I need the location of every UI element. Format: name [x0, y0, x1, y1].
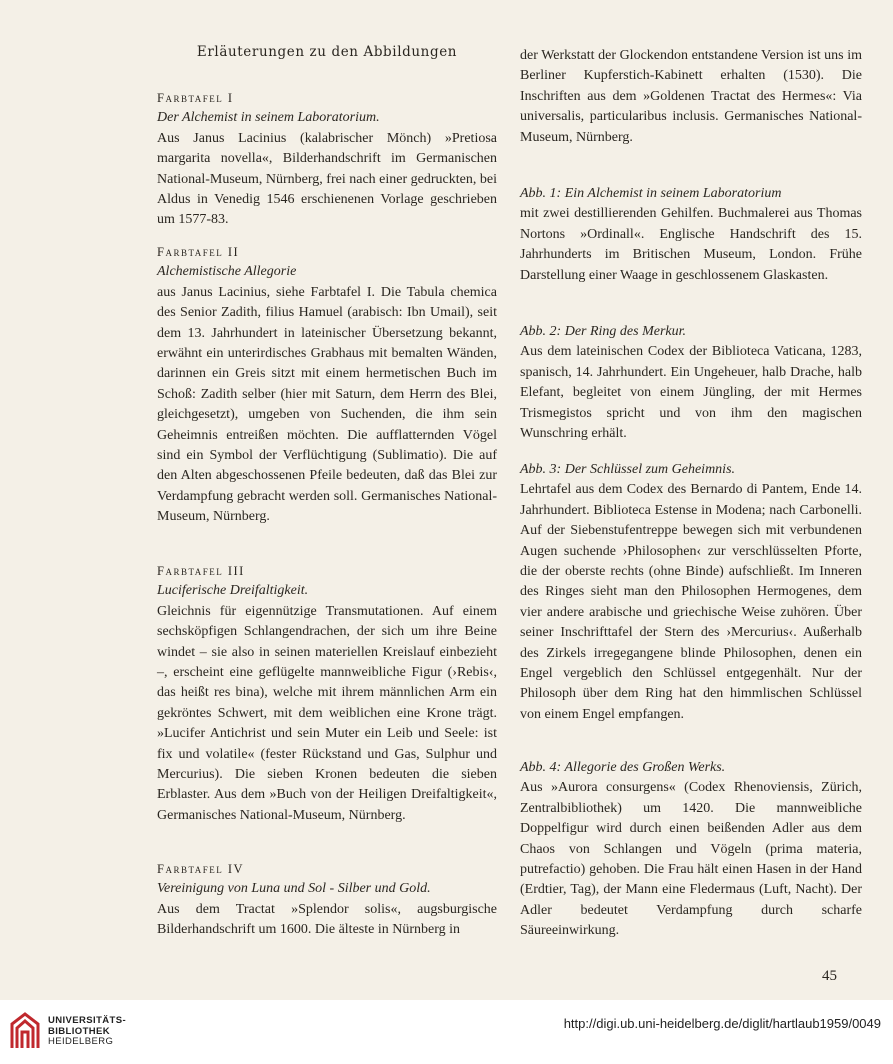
entry-farbtafel-4 — [157, 859, 497, 941]
page-number: 45 — [822, 968, 837, 984]
institution-line: HEIDELBERG — [48, 1036, 114, 1047]
entry-header: Farbtafel III — [157, 564, 245, 578]
entry-subtitle: Der Alchemist in seinem Laboratorium. — [157, 110, 380, 126]
entry-abb-3 — [520, 460, 862, 725]
entry-abb-4 — [520, 758, 862, 942]
entry-farbtafel-3 — [157, 561, 497, 826]
entry-header: Farbtafel IV — [157, 862, 245, 876]
entry-text: Gleichnis für eigennützige Transmutationen. Auf einem sechsköpfigen Schlangendrachen, der sich um ihre Beine windet – sie also in seinen materiellen Kreislauf einbezieht –, erscheint eine geflügelte mannweibliche Figur (›Rebis‹, das heißt res bina), welche mit ihrem männlichen Arm ein gekröntes Schwert, mit dem weiblichen eine Krone trägt. »Lucifer Antichrist und sein Muter ein Leib und Seele: ist fix und volatile« (fester Rückstand und Gas, Sulphur und Mercurius). Die sieben Kronen bedeuten die sieben Erblaster. Aus dem »Buch von der Heiligen Dreifaltigkeit«, Germanisches National-Museum, Nürnberg. — [157, 603, 497, 823]
entry-farbtafel-2 — [157, 242, 497, 528]
entry-text: Aus dem Tractat »Splendor solis«, augsburgische Bilderhandschrift um 1600. Die älteste in Nürnberg in — [157, 901, 497, 938]
source-url-link[interactable]: http://digi.ub.uni-heidelberg.de/diglit/hartlaub1959/0049 — [563, 1016, 881, 1031]
entry-text: Aus dem lateinischen Codex der Biblioteca Vaticana, 1283, spanisch, 14. Jahrhundert. Ein Ungeheuer, halb Drache, halb Elefant, begleitet von einem Jüngling, der mit Hermes Trismegistos spricht und von ihm den magischen Wunschring erhält. — [520, 344, 862, 442]
entry-abb-2 — [520, 322, 862, 444]
entry-header: Farbtafel I — [157, 91, 234, 105]
entry-text: der Werkstatt der Glockendon entstandene Version ist uns im Berliner Kupferstich-Kabinett erhalten (1530). Die Inschriften aus dem »Goldenen Tractat des Hermes«: Via universalis, particularibus inclusis. Germanisches National-Museum, Nürnberg. — [520, 48, 862, 145]
entry-subtitle: Vereinigung von Luna und Sol - Silber und Gold. — [157, 881, 431, 897]
page-heading: Erläuterungen zu den Abbildungen — [196, 44, 458, 60]
entry-subtitle: Abb. 4: Allegorie des Großen Werks. — [520, 760, 726, 775]
entry-continuation — [520, 46, 862, 148]
entry-text: aus Janus Lacinius, siehe Farbtafel I. Die Tabula chemica des Senior Zadith, filius Hamuel (arabisch: Ibn Umail), seit dem 13. Jahrhundert in lateinischer Übersetzung bekannt, erwähnt ein unterirdisches Grabhaus mit bemalten Wänden, darinnen ein Greis sitzt mit einem hermetischen Buch im Schoß: Zadith selber (hier mit Saturn, dem Herrn des Blei, gleichgesetzt), umgeben von Suchenden, die ihm sein Geheimnis entreißen möchten. Die aufflatternden Vögel sind ein Symbol der Verflüchtigung (Sublimatio). Die auf den Alten abgeschossenen Pfeile bedeuten, daß das Blei zur Verdampfung gebracht werden soll. Germanisches National-Museum, Nürnberg. — [157, 284, 497, 525]
institution-line: UNIVERSITÄTS- — [48, 1015, 127, 1026]
entry-subtitle: Abb. 1: Ein Alchemist in seinem Laboratorium — [520, 186, 782, 201]
entry-subtitle: Alchemistische Allegorie — [157, 264, 297, 280]
entry-header: Farbtafel II — [157, 245, 240, 259]
entry-abb-1 — [520, 184, 862, 286]
entry-farbtafel-1 — [157, 88, 497, 231]
entry-text: mit zwei destillierenden Gehilfen. Buchmalerei aus Thomas Nortons »Ordinall«. Englische Handschrift des 15. Jahrhunderts im Britischen Museum, London. Frühe Darstellung einer Waage in geschlossenem Glaskasten. — [520, 206, 862, 283]
entry-subtitle: Luciferische Dreifaltigkeit. — [157, 583, 309, 599]
footer-bar — [0, 1000, 893, 1064]
institution-name — [48, 1016, 126, 1048]
entry-subtitle: Abb. 2: Der Ring des Merkur. — [520, 324, 687, 339]
entry-text: Aus Janus Lacinius (kalabrischer Mönch) »Pretiosa margarita novella«, Bilderhandschrift im Germanischen National-Museum, Nürnberg, frei nach einer gedruckten, bei Aldus in Venedig 1546 erschienenen Vorlage geschrieben um 1577-83. — [157, 130, 497, 228]
entry-subtitle: Abb. 3: Der Schlüssel zum Geheimnis. — [520, 462, 736, 477]
institution-line: BIBLIOTHEK — [48, 1025, 111, 1037]
university-logo-icon — [8, 1010, 42, 1054]
entry-text: Lehrtafel aus dem Codex des Bernardo di Pantem, Ende 14. Jahrhundert. Biblioteca Estense in Modena; nach Carbonelli. Auf der Siebenstufentreppe bewegen sich mit verbundenen Augen suchende ›Philosophen‹ zur verschlüsselten Pforte, die der oberste rechts (ohne Binde) aufschließt. Im Inneren des Ringes sieht man den Philosophen Hermogenes, dem vier andere arabische und griechische Weise zuhören. Über seiner Inschrifttafel der Stern des ›Mercurius‹. Außerhalb des Zirkels irregegangene blinde Philosophen, denen ein Engel vergeblich den Schlüssel entgegenhält. Nur der Philosoph über dem Ring hat den himmlischen Schlüssel von einem Engel empfangen. — [520, 482, 862, 722]
entry-text: Aus »Aurora consurgens« (Codex Rhenoviensis, Zürich, Zentralbibliothek) um 1420. Die mannweibliche Doppelfigur wird durch einen beißenden Adler aus dem Chaos von Schlangen und Vögeln (prima materia, putrefactio) gehoben. Die Frau hält einen Hasen in der Hand (Erdtier, Tag), der Mann eine Fledermaus (Luft, Nacht). Der Adler bedeutet Verdampfung durch scharfe Säureeinwirkung. — [520, 780, 862, 939]
